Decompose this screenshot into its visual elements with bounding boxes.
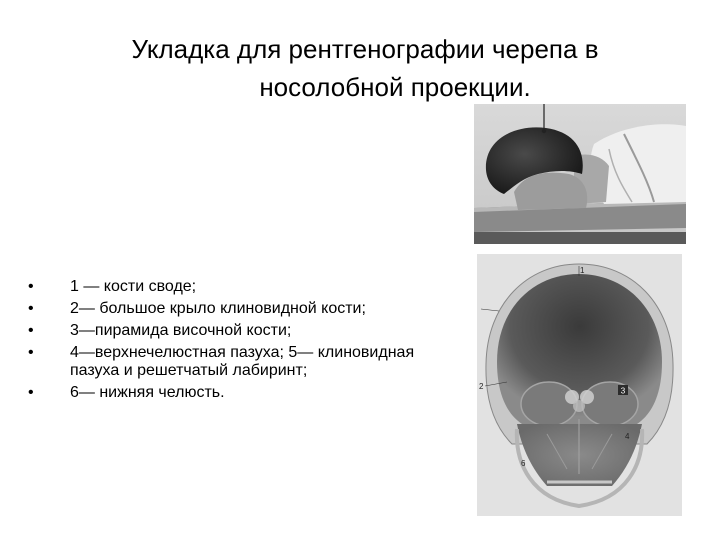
- list-item: [28, 384, 418, 402]
- xray-label-4: 4: [625, 432, 630, 441]
- list-item-text: 1 — кости своде;: [70, 278, 197, 295]
- list-item-text: 4—верхнечелюстная пазуха; 5— клиновидная пазуха и решетчатый лабиринт;: [70, 344, 415, 379]
- xray-label-6: 6: [521, 459, 526, 468]
- slide-title: [60, 30, 670, 106]
- legend-list: [28, 278, 418, 406]
- xray-label-3: 3: [620, 386, 626, 396]
- list-item: [28, 322, 418, 340]
- bullet-dot: •: [28, 300, 34, 317]
- title-line-2: носолобной проекции.: [259, 72, 531, 102]
- bullet-dot: •: [28, 278, 34, 295]
- list-item: [28, 278, 418, 296]
- list-item-text: 3—пирамида височной кости;: [70, 322, 292, 339]
- list-item-text: 2— большое крыло клиновидной кости;: [70, 300, 366, 317]
- list-item: [28, 344, 418, 380]
- xray-label-1: 1: [580, 266, 585, 275]
- list-item: [28, 300, 418, 318]
- bullet-dot: •: [28, 322, 34, 339]
- list-item-text: 6— нижняя челюсть.: [70, 384, 225, 401]
- skull-xray-image: [477, 254, 682, 516]
- bullet-dot: •: [28, 344, 34, 361]
- title-line-1: Укладка для рентгенографии черепа в: [131, 34, 599, 64]
- patient-positioning-photo: [474, 104, 686, 244]
- xray-label-2: 2: [479, 382, 484, 391]
- bullet-dot: •: [28, 384, 34, 401]
